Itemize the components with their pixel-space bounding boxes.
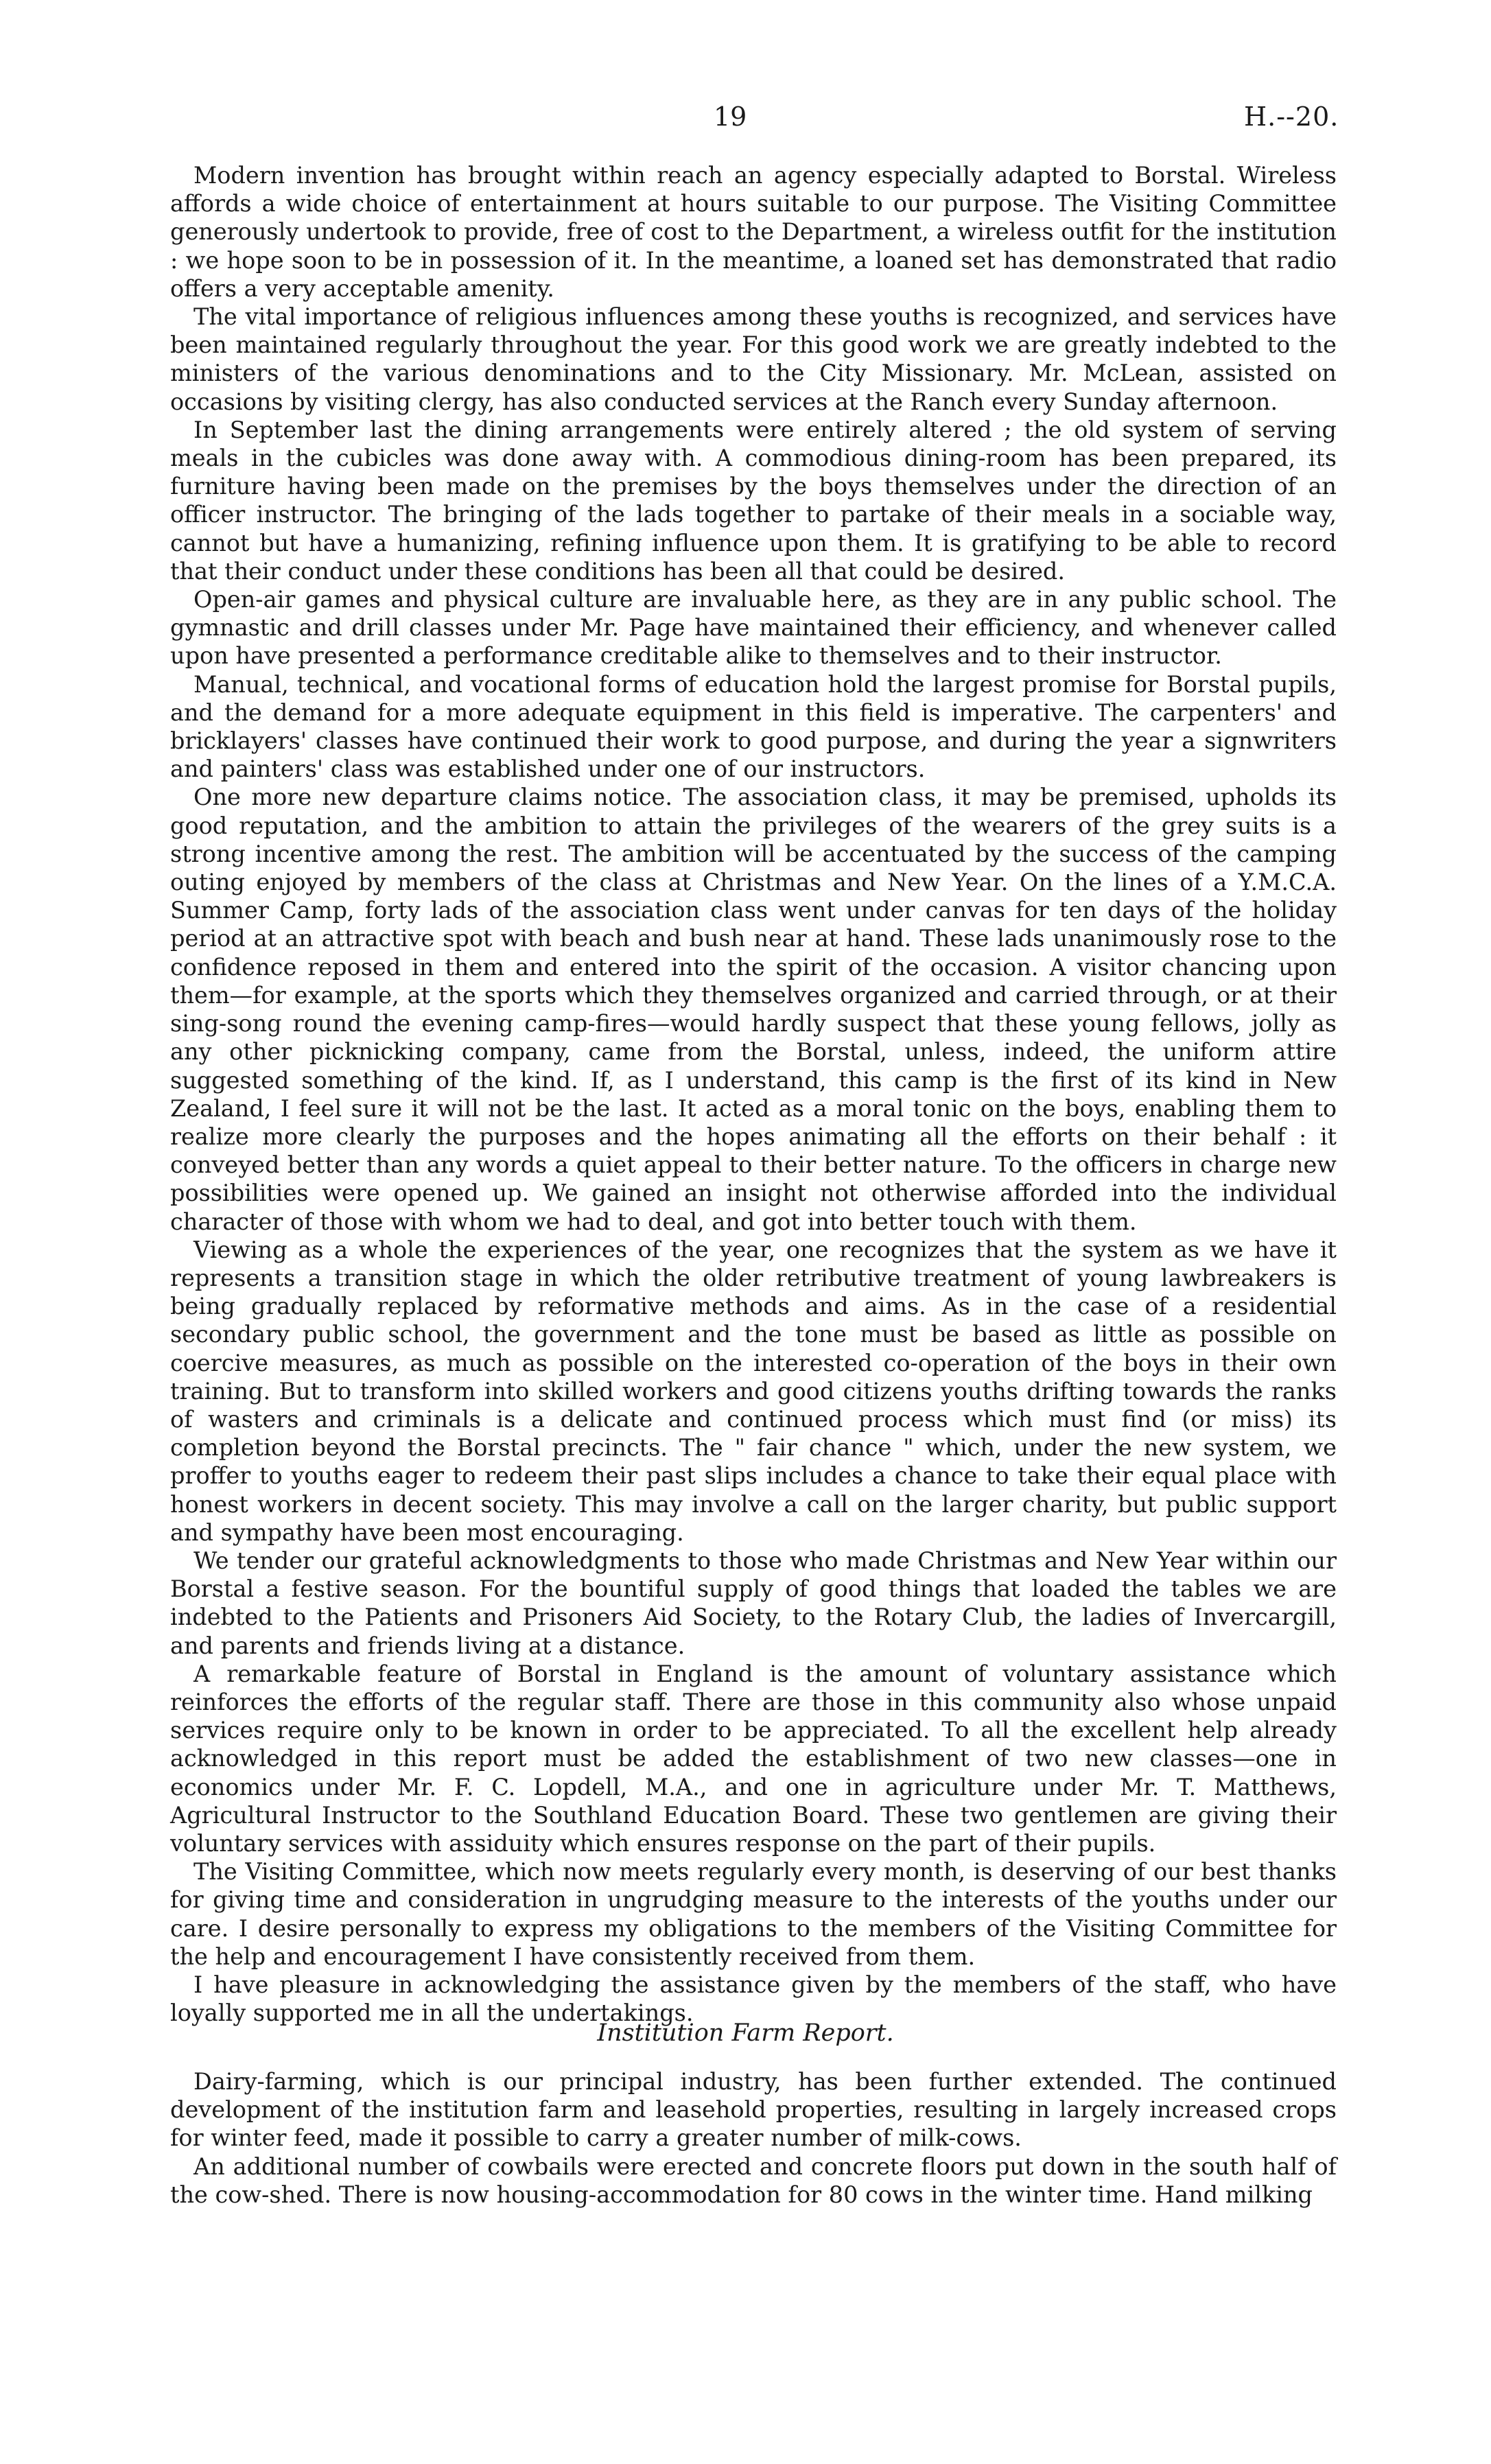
paragraph-cowbails: An additional number of cowbails were erected and concrete floors put down in the south half of the cow-shed. There is now housing-accommodation for 80 cows in the winter time. Hand milking [170,2152,1337,2208]
paragraph-system: Viewing as a whole the experiences of the year, one recognizes that the system as we have it represents a transition stage in which the older retributive treatment of young lawbreakers is being gradually replaced by reformative methods and aims. As in the case of a residential secondary public school, the government and the tone must be based as little as possible on coercive measures, as much as possible on the interested co-operation of the boys in their own training. But to transform into skilled workers and good citizens youths drifting towards the ranks of wasters and criminals is a delicate and continued process which must find (or miss) its completion beyond the Borstal precincts. The " fair chance " which, under the new system, we proffer to youths eager to redeem their past slips includes a chance to take their equal place with honest workers in decent society. This may involve a call on the larger charity, but public support and sympathy have been most encouraging. [170,1236,1337,1546]
page-header [0,102,1491,136]
paragraph-acknowledgments: We tender our grateful acknowledgments to those who made Christmas and New Year within our Borstal a festive season. For the bountiful supply of good things that loaded the tables we are indebted to the Patients and Prisoners Aid Society, to the Rotary Club, the ladies of Invercargill, and parents and friends living at a distance. [170,1547,1337,1659]
paragraph-dairy: Dairy-farming, which is our principal industry, has been further extended. The continued development of the institution farm and leasehold properties, resulting in largely increased crops for winter feed, made it possible to carry a greater number of milk-cows. [170,2068,1337,2152]
page-number: 19 [714,102,747,132]
report-body [170,161,1337,2027]
paragraph-wireless: Modern invention has brought within reach an agency especially adapted to Borstal. Wireless affords a wide choice of entertainment at hours suitable to our purpose. The Visiting Committee generously undertook to provide, free of cost to the Department, a wireless outfit for the institution : we hope soon to be in possession of it. In the meantime, a loaned set has demonstrated that radio offers a very acceptable amenity. [170,162,1337,302]
farm-report-body [170,2067,1337,2209]
paragraph-voluntary: A remarkable feature of Borstal in England is the amount of voluntary assistance which reinforces the efforts of the regular staff. There are those in this community also whose unpaid services require only to be known in order to be appreciated. To all the excellent help already acknowledged in this report must be added the establishment of two new classes—one in economics under Mr. F. C. Lopdell, M.A., and one in agriculture under Mr. T. Matthews, Agricultural Instructor to the Southland Education Board. These two gentlemen are giving their voluntary services with assiduity which ensures response on the part of their pupils. [170,1660,1337,1857]
paragraph-camp: One more new departure claims notice. The association class, it may be premised, upholds its good reputation, and the ambition to attain the privileges of the wearers of the grey suits is a strong incentive among the rest. The ambition will be accentuated by the success of the camping outing enjoyed by members of the class at Christmas and New Year. On the lines of a Y.M.C.A. Summer Camp, forty lads of the association class went under canvas for ten days of the holiday period at an attractive spot with beach and bush near at hand. These lads unanimously rose to the confidence reposed in them and entered into the spirit of the occasion. A visitor chancing upon them—for example, at the sports which they themselves organized and carried through, or at their sing-song round the evening camp-fires—would hardly suspect that these young fellows, jolly as any other picknicking company, came from the Borstal, unless, indeed, the uniform attire suggested something of the kind. If, as I understand, this camp is the first of its kind in New Zealand, I feel sure it will not be the last. It acted as a moral tonic on the boys, enabling them to realize more clearly the purposes and the hopes animating all the efforts on their behalf : it conveyed better than any words a quiet appeal to their better nature. To the officers in charge new possibilities were opened up. We gained an insight not otherwise afforded into the individual character of those with whom we had to deal, and got into better touch with them. [170,784,1337,1235]
section-heading: Institution Farm Report. [597,2019,894,2047]
paragraph-games: Open-air games and physical culture are invaluable here, as they are in any public school. The gymnastic and drill classes under Mr. Page have maintained their efficiency, and whenever called upon have presented a performance creditable alike to themselves and to their instructor. [170,586,1337,670]
paper-reference: H.--20. [1244,102,1339,132]
paragraph-religious: The vital importance of religious influences among these youths is recognized, and services have been maintained regularly throughout the year. For this good work we are greatly indebted to the ministers of the various denominations and to the City Missionary. Mr. McLean, assisted on occasions by visiting clergy, has also conducted services at the Ranch every Sunday afternoon. [170,303,1337,415]
paragraph-dining: In September last the dining arrangements were entirely altered ; the old system of serving meals in the cubicles was done away with. A commodious dining-room has been prepared, its furniture having been made on the premises by the boys themselves under the direction of an officer instructor. The bringing of the lads together to partake of their meals in a sociable way, cannot but have a humanizing, refining influence upon them. It is gratifying to be able to record that their conduct under these conditions has been all that could be desired. [170,416,1337,585]
paragraph-education: Manual, technical, and vocational forms of education hold the largest promise for Borstal pupils, and the demand for a more adequate equipment in this field is imperative. The carpenters' and bricklayers' classes have continued their work to good purpose, and during the year a signwriters and painters' class was established under one of our instructors. [170,670,1337,783]
paragraph-staff: I have pleasure in acknowledging the assistance given by the members of the staff, who have loyally supported me in all the undertakings. [170,1971,1337,2027]
paragraph-committee: The Visiting Committee, which now meets regularly every month, is deserving of our best thanks for giving time and consideration in ungrudging measure to the interests of the youths under our care. I desire personally to express my obligations to the members of the Visiting Committee for the help and encouragement I have consistently received from them. [170,1858,1337,1970]
